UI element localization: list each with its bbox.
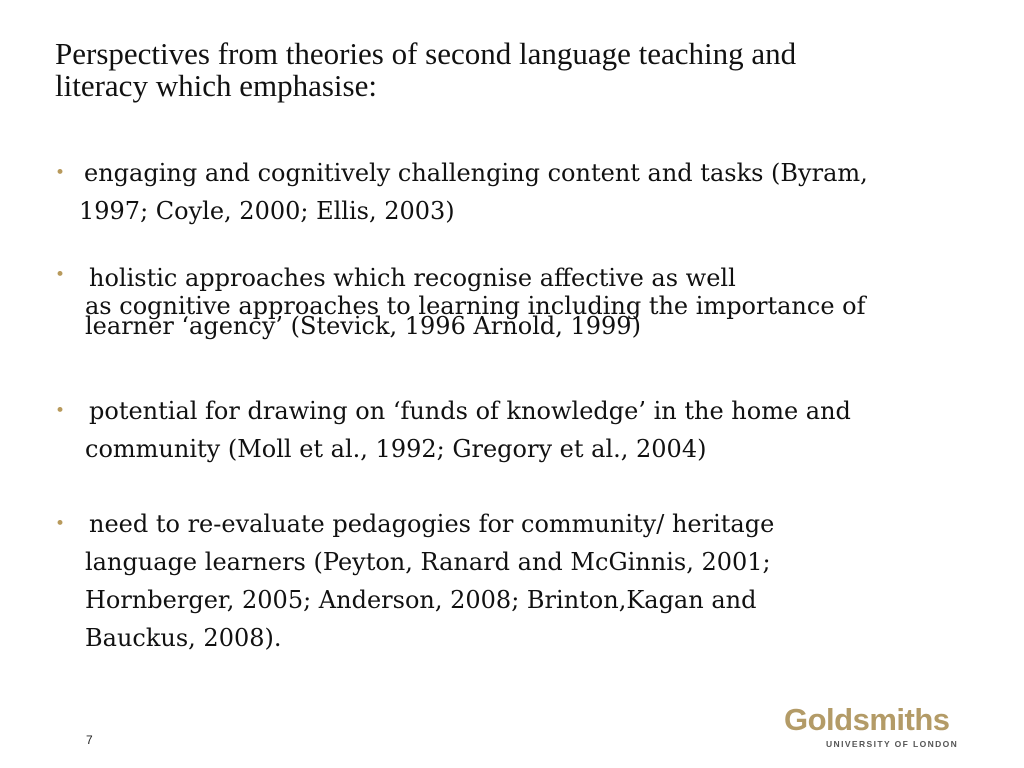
bullet-dot-icon: • [55, 265, 66, 285]
bullet-line: Bauckus, 2008). [85, 624, 282, 652]
heading-line: Perspectives from theories of second language teaching and [55, 36, 797, 71]
bullet-line: 1997; Coyle, 2000; Ellis, 2003) [79, 197, 455, 225]
bullet-line: need to re-evaluate pedagogies for community/ heritage [89, 510, 775, 538]
bullet-line: holistic approaches which recognise affective as well [89, 264, 736, 292]
bullet-line: learner ‘agency’ (Stevick, 1996 Arnold, 1999) [85, 312, 641, 340]
bullet-dot-icon: • [55, 401, 66, 421]
bullet-item [55, 505, 985, 657]
bullet-item [55, 264, 985, 340]
bullet-line: Hornberger, 2005; Anderson, 2008; Brinton,Kagan and [85, 586, 757, 614]
logo-subline: UNIVERSITY OF LONDON [826, 739, 959, 749]
bullet-line: community (Moll et al., 1992; Gregory et al., 2004) [85, 435, 707, 463]
logo-wordmark: Goldsmiths [784, 702, 950, 737]
bullet-line: as cognitive approaches to learning including the importance of [85, 292, 866, 320]
page-number: 7 [86, 733, 93, 747]
goldsmiths-logo [784, 702, 959, 750]
bullet-line: engaging and cognitively challenging content and tasks (Byram, [84, 159, 868, 187]
bullet-dot-icon: • [55, 163, 66, 183]
slide-heading [55, 38, 975, 102]
bullet-item [55, 392, 985, 468]
bullet-line: potential for drawing on ‘funds of knowledge’ in the home and [89, 397, 851, 425]
heading-line: literacy which emphasise: [55, 68, 377, 103]
bullet-item [55, 154, 985, 230]
bullet-dot-icon: • [55, 514, 66, 534]
bullet-line: language learners (Peyton, Ranard and McGinnis, 2001; [85, 548, 771, 576]
